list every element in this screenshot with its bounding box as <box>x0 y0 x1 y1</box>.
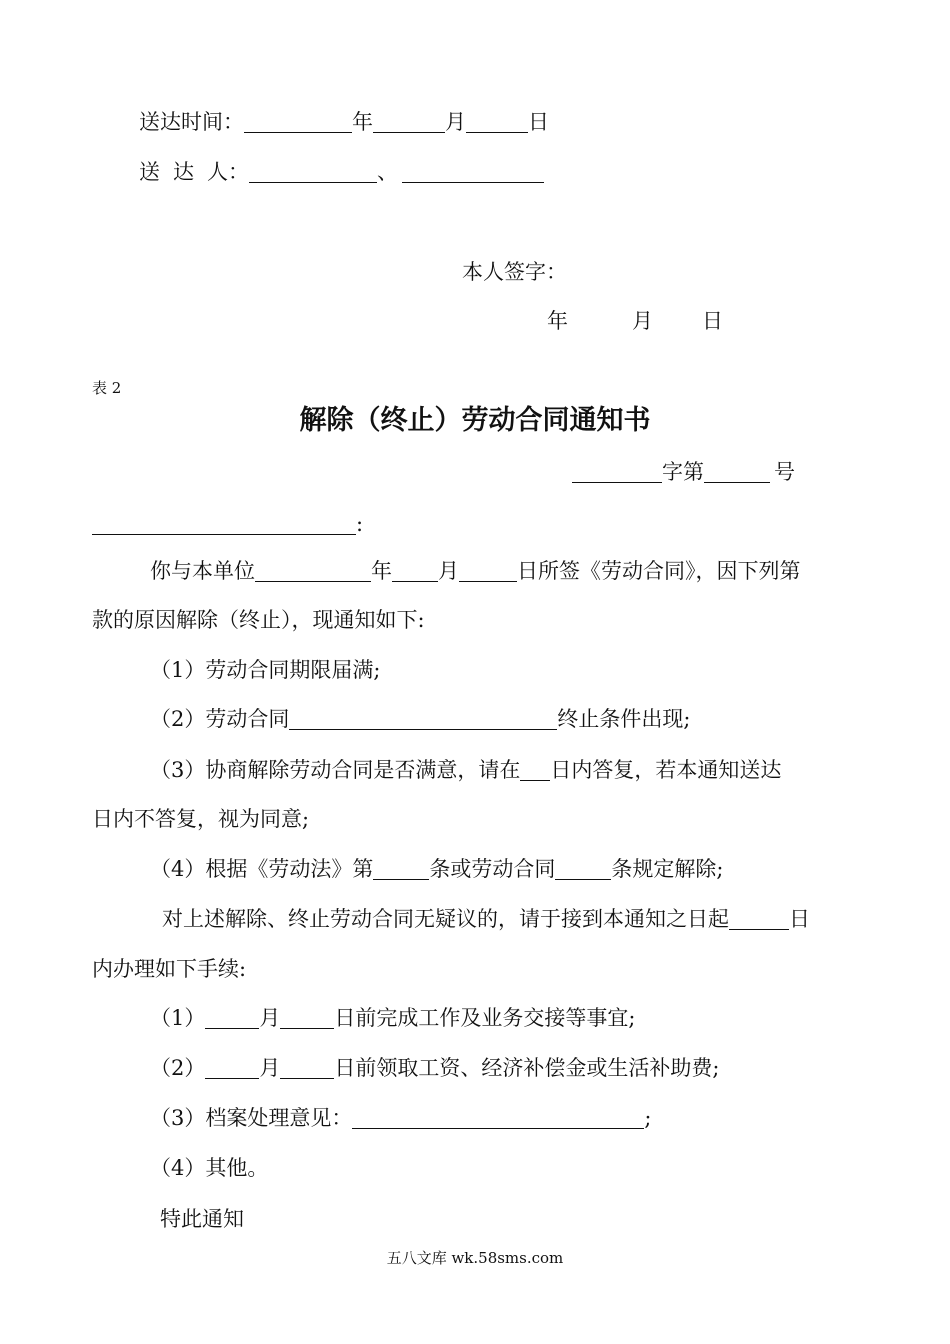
item-4 <box>150 855 723 883</box>
text: （3）协商解除劳动合同是否满意，请在 <box>150 758 521 782</box>
contract-day-blank[interactable] <box>459 559 517 582</box>
item-3-line-1 <box>150 756 781 784</box>
text: 月 <box>438 559 459 583</box>
handover-day-blank[interactable] <box>280 1006 334 1029</box>
paragraph-2-line-2: 内办理如下手续: <box>92 957 247 981</box>
paragraph-1-line-1 <box>150 557 801 585</box>
text: 日所签《劳动合同》，因下列第 <box>517 559 801 583</box>
addressee-blank[interactable] <box>92 512 356 535</box>
signature-label: 本人签字： <box>462 260 567 284</box>
delivery-person-line <box>139 158 544 186</box>
reply-days-blank[interactable] <box>520 758 550 781</box>
contract-month-blank[interactable] <box>392 559 438 582</box>
text: （2）劳动合同 <box>150 707 290 731</box>
delivery-year-blank[interactable] <box>244 110 352 133</box>
contract-year-blank[interactable] <box>255 559 371 582</box>
wage-month-blank[interactable] <box>205 1056 259 1079</box>
text: （1） <box>150 1006 206 1030</box>
month-label: 月 <box>445 110 466 134</box>
text: 对上述解除、终止劳动合同无疑议的，请于接到本通知之日起 <box>162 907 729 931</box>
text: 日内答复，若本通知送达 <box>550 758 782 782</box>
delivery-person-2-blank[interactable] <box>402 160 544 183</box>
text: 你与本单位 <box>150 559 255 583</box>
delivery-day-blank[interactable] <box>466 110 528 133</box>
doc-hao-label: 号 <box>774 460 795 484</box>
item-1: （1）劳动合同期限届满; <box>150 658 381 682</box>
text: 条或劳动合同 <box>429 857 556 881</box>
delivery-time-line <box>139 108 549 136</box>
step-1 <box>150 1004 635 1032</box>
person-label-char-2: 达 <box>173 160 194 184</box>
text: 月 <box>259 1056 281 1080</box>
contract-article-blank[interactable] <box>555 857 611 880</box>
step-4: （4）其他。 <box>150 1156 269 1180</box>
text: （4）根据《劳动法》第 <box>150 857 374 881</box>
text: ; <box>644 1106 652 1130</box>
year-label: 年 <box>352 110 373 134</box>
doc-zi-di-label: 字第 <box>662 460 704 484</box>
text: 日 <box>789 907 810 931</box>
addressee-colon: : <box>356 512 364 536</box>
paragraph-2-line-1 <box>162 905 810 933</box>
document-title: 解除（终止）劳动合同通知书 <box>299 405 651 436</box>
paragraph-1-line-2: 款的原因解除（终止），现通知如下: <box>92 608 425 632</box>
text: （2） <box>150 1056 206 1080</box>
text: 月 <box>259 1006 281 1030</box>
handover-month-blank[interactable] <box>205 1006 259 1029</box>
step-2 <box>150 1054 719 1082</box>
item-3-line-2: 日内不答复，视为同意; <box>92 807 310 831</box>
text: 日前领取工资、经济补偿金或生活补助费; <box>334 1056 720 1080</box>
text: （3）档案处理意见： <box>150 1106 353 1130</box>
delivery-person-1-blank[interactable] <box>249 160 377 183</box>
text: 条规定解除; <box>611 857 724 881</box>
signature-day-label: 日 <box>702 309 723 333</box>
text: 日前完成工作及业务交接等事宜; <box>334 1006 636 1030</box>
doc-prefix-blank[interactable] <box>572 460 662 483</box>
text: 终止条件出现; <box>557 707 691 731</box>
delivery-month-blank[interactable] <box>373 110 445 133</box>
text: 年 <box>371 559 392 583</box>
wage-day-blank[interactable] <box>280 1056 334 1079</box>
item-2 <box>150 705 690 733</box>
termination-condition-blank[interactable] <box>289 707 557 730</box>
labor-law-article-blank[interactable] <box>373 857 429 880</box>
delivery-time-label: 送达时间： <box>139 110 244 134</box>
procedure-days-blank[interactable] <box>729 907 789 930</box>
footer-watermark: 五八文库 wk.58sms.com <box>386 1249 564 1267</box>
step-3 <box>150 1104 651 1132</box>
signature-year-label: 年 <box>547 309 568 333</box>
person-label-char-1: 送 <box>139 160 160 184</box>
day-label: 日 <box>528 110 549 134</box>
table-label: 表 2 <box>92 379 122 397</box>
signature-date-line <box>547 307 723 335</box>
doc-number-line <box>572 458 795 486</box>
person-label-char-3: 人： <box>207 160 249 184</box>
closing-text: 特此通知 <box>160 1207 244 1231</box>
separator: 、 <box>377 160 398 184</box>
addressee-line <box>92 510 363 538</box>
signature-month-label: 月 <box>632 309 653 333</box>
archive-opinion-blank[interactable] <box>352 1106 644 1129</box>
doc-number-blank[interactable] <box>704 460 770 483</box>
